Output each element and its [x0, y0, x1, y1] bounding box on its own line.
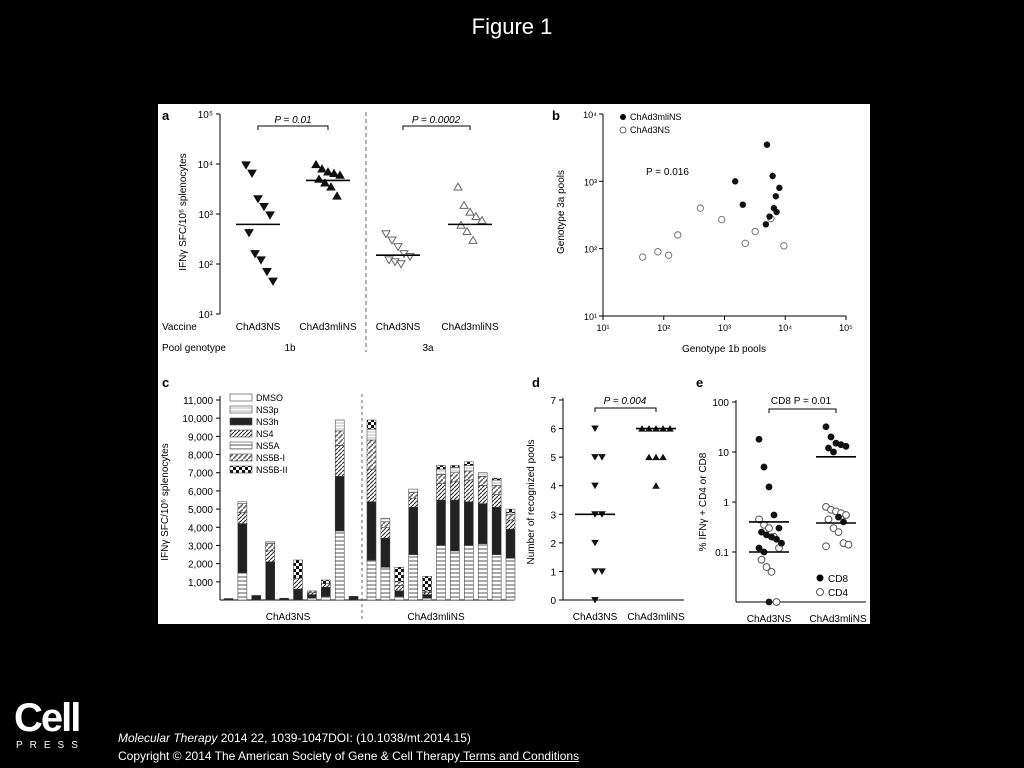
- panel-d-point: [652, 454, 660, 460]
- panel-b-y-axis-label: Genotype 3a pools: [556, 170, 567, 254]
- panel-a-group-label: ChAd3NS: [375, 322, 421, 333]
- panel-c-bar-segment: [423, 591, 432, 593]
- panel-a-group-label: ChAd3NS: [235, 322, 281, 333]
- panel-c-bar-segment: [335, 531, 344, 600]
- panel-c-bar-segment: [492, 485, 501, 494]
- panel-c-bar-segment: [437, 475, 446, 484]
- panel-b-y-tick-label: 10⁴: [583, 110, 597, 120]
- panel-d-tick-label: 0: [550, 596, 556, 607]
- panel-c-bar-segment: [409, 489, 418, 493]
- panel-e-cd8-point: [828, 434, 835, 441]
- panel-b-pvalue: P = 0.016: [646, 167, 689, 178]
- panel-c-tick-label: 1,000: [187, 577, 213, 589]
- panel-c-bar-segment: [423, 598, 432, 600]
- panel-c-y-ticks: [182, 396, 220, 589]
- panel-d-group-label: ChAd3NS: [572, 612, 618, 623]
- panel-c-bar-segment: [381, 567, 390, 600]
- panel-c-bar-segment: [478, 544, 487, 600]
- panel-d-tick-label: 4: [550, 481, 556, 493]
- panel-e-cd8-point: [761, 464, 768, 471]
- panel-c-bar-segment: [266, 544, 275, 551]
- panel-d-point: [652, 482, 660, 488]
- panel-b-open-point: [781, 243, 787, 249]
- panel-a-point: [266, 212, 274, 219]
- panel-d-point: [645, 454, 653, 460]
- panel-e-cd4-point: [758, 556, 765, 563]
- panel-e-cd4-point: [768, 568, 775, 575]
- panel-e-cd8-point: [840, 518, 847, 525]
- panel-e-group-label: ChAd3NS: [746, 614, 792, 624]
- panel-d-y-ticks: [550, 396, 563, 607]
- panel-d-point: [659, 454, 667, 460]
- panel-c-bar-segment: [395, 582, 404, 586]
- panel-a-point: [460, 202, 468, 209]
- panel-c-bar-segment: [381, 518, 390, 522]
- panel-a-row-label-vaccine: Vaccine: [162, 322, 197, 333]
- panel-b-open-point: [675, 232, 681, 238]
- panel-d-group-label: ChAd3mliNS: [627, 612, 685, 623]
- panel-c-bar-segment: [492, 478, 501, 480]
- panel-e-tick-label: 10: [717, 448, 729, 459]
- panel-c-bar-segment: [349, 596, 358, 600]
- panel-c-bar-segment: [307, 598, 316, 600]
- panel-b-points: [639, 141, 787, 260]
- panel-c-legend-swatch: [230, 442, 252, 449]
- panel-a-point: [245, 230, 253, 237]
- panel-c-legend-swatch: [230, 454, 252, 461]
- panel-a-point: [333, 192, 341, 199]
- panel-d-point: [598, 454, 606, 460]
- panel-c-bar-segment: [464, 545, 473, 600]
- panel-b-x-axis-label: Genotype 1b pools: [682, 344, 766, 355]
- panel-a-point: [254, 196, 262, 203]
- panel-e-cd4-point: [843, 512, 850, 519]
- panel-e-cd4-point: [825, 516, 832, 523]
- panel-c-bar-segment: [367, 440, 376, 469]
- panel-c-group-label: ChAd3NS: [265, 612, 311, 623]
- panel-a-tick-label: 10¹: [198, 310, 213, 321]
- panel-c-bar-segment: [450, 465, 459, 467]
- panel-c-bar-segment: [437, 484, 446, 500]
- panel-c-bar-segment: [335, 420, 344, 431]
- panel-c-bar-segment: [423, 576, 432, 591]
- panel-c-legend-label: NS3h: [256, 417, 279, 427]
- panel-c-bar-segment: [367, 560, 376, 600]
- panel-e: [696, 375, 867, 624]
- panel-a-point: [388, 237, 396, 244]
- panel-b-open-point: [665, 252, 671, 258]
- panel-c-bar-segment: [367, 469, 376, 502]
- panel-c-tick-label: 9,000: [187, 432, 213, 444]
- panel-c-bar-segment: [280, 598, 289, 600]
- panel-e-cd8-point: [766, 484, 773, 491]
- panel-a-point: [312, 161, 320, 168]
- panel-d-tick-label: 1: [550, 567, 556, 579]
- panel-c-bar-segment: [450, 467, 459, 472]
- panel-d-point: [591, 540, 599, 546]
- panel-c-bar-segment: [294, 560, 303, 578]
- panel-a-point: [394, 244, 402, 251]
- panel-c-tick-label: 6,000: [187, 486, 213, 498]
- panel-b-x-tick-label: 10¹: [596, 323, 610, 333]
- panel-c-bar-segment: [381, 522, 390, 527]
- panel-e-cd8-point: [766, 599, 773, 606]
- panel-a-point: [466, 208, 474, 215]
- panel-c-legend-label: NS5B-I: [256, 453, 286, 463]
- panel-b-x-tick-label: 10⁴: [778, 323, 793, 333]
- panel-c-legend: [230, 393, 288, 475]
- panel-b-open-point: [719, 216, 725, 222]
- panel-c-bar-segment: [321, 596, 330, 600]
- panel-c-bar-segment: [367, 502, 376, 560]
- panel-c-bar-segment: [266, 562, 275, 600]
- panel-c-bar-segment: [450, 482, 459, 500]
- panel-a-y-axis-label: IFNγ SFC/10⁶ splenocytes: [178, 153, 189, 271]
- panel-c-tick-label: 4,000: [187, 523, 213, 535]
- journal-name: Molecular Therapy: [118, 731, 218, 745]
- panel-e-letter: e: [696, 375, 704, 390]
- panel-c-legend-swatch: [230, 406, 252, 413]
- panel-c-bar-segment: [464, 480, 473, 502]
- panel-c-bar-segment: [409, 498, 418, 507]
- panel-b-x-tick-label: 10²: [657, 323, 671, 333]
- panel-a-tick-label: 10⁵: [197, 110, 213, 121]
- panel-a-point: [242, 162, 250, 169]
- panel-c-bar-segment: [266, 551, 275, 562]
- panel-c-y-axis-label: IFNγ SFC/10⁶ splenocytes: [160, 443, 171, 561]
- panel-b-open-point: [697, 205, 703, 211]
- panel-c-tick-label: 10,000: [182, 414, 213, 426]
- panel-b-x-tick-label: 10³: [717, 323, 732, 333]
- panel-c-bar-segment: [464, 502, 473, 546]
- panel-a-point: [315, 175, 323, 182]
- panel-e-cd4-point: [845, 541, 852, 548]
- panel-a-point: [469, 237, 477, 244]
- panel-c-bar-segment: [464, 471, 473, 480]
- panel-b-y-tick-label: 10³: [583, 177, 597, 188]
- panel-c-bar-segment: [437, 500, 446, 545]
- citation-details: 2014 22, 1039-1047DOI: (10.1038/mt.2014.15): [217, 731, 471, 745]
- panel-c-bar-segment: [395, 567, 404, 582]
- panel-c: [160, 375, 515, 623]
- panel-a-points: [236, 161, 492, 285]
- panel-a-point: [257, 257, 265, 264]
- panel-a-tick-label: 10³: [198, 210, 213, 221]
- panel-c-bar-segment: [395, 585, 404, 590]
- panel-d-point: [591, 483, 599, 489]
- panel-e-group-label: ChAd3mliNS: [809, 614, 867, 624]
- panel-c-bar-segment: [464, 462, 473, 466]
- copyright: [118, 749, 579, 763]
- panel-a-point: [397, 261, 405, 268]
- panel-c-bar-segment: [335, 476, 344, 531]
- panel-c-bar-segment: [409, 493, 418, 498]
- panel-e-cd4-point: [773, 599, 780, 606]
- panel-c-legend-label: NS3p: [256, 405, 279, 415]
- panel-d-points: [575, 425, 676, 603]
- panel-c-bar-segment: [506, 515, 515, 520]
- panel-a-row-label-genotype: Pool genotype: [162, 343, 226, 354]
- panel-c-tick-label: 5,000: [187, 505, 213, 517]
- panel-e-cd8-point: [835, 514, 842, 521]
- panel-c-bar-segment: [238, 502, 247, 504]
- panel-b-y-tick-label: 10¹: [583, 312, 597, 322]
- panel-d-point: [598, 568, 606, 574]
- panel-a-letter: a: [162, 108, 170, 123]
- panel-c-bar-segment: [423, 595, 432, 599]
- panel-d-tick-label: 7: [550, 396, 556, 407]
- panel-d-tick-label: 6: [550, 424, 556, 436]
- panel-c-bar-segment: [437, 465, 446, 469]
- panel-e-cd8-point: [778, 540, 785, 547]
- panel-c-bar-segment: [381, 538, 390, 567]
- panel-a-pvalue-3a: P = 0.0002: [411, 115, 461, 126]
- panel-e-legend-cd8-marker: [817, 575, 824, 582]
- panel-b-filled-point: [763, 221, 769, 227]
- panel-a-tick-label: 10²: [198, 260, 213, 271]
- panel-e-cd8-point: [823, 423, 830, 430]
- panel-b-filled-point: [732, 178, 738, 184]
- panel-a: [162, 108, 499, 354]
- panel-c-bar-segment: [307, 591, 316, 593]
- cell-press-logo: [14, 696, 86, 754]
- panel-b: [552, 108, 853, 355]
- panel-d-tick-label: 5: [550, 453, 556, 465]
- panel-c-bar-segment: [492, 507, 501, 554]
- panel-c-tick-label: 8,000: [187, 450, 213, 462]
- panel-b-legend-open: ChAd3NS: [630, 125, 671, 135]
- panel-c-bar-segment: [381, 527, 390, 538]
- panel-c-legend-label: NS5A: [256, 441, 280, 451]
- panel-e-pvalue: CD8 P = 0.01: [770, 396, 832, 407]
- panel-c-bar-segment: [492, 480, 501, 485]
- panel-e-cd8-point: [776, 525, 783, 532]
- figure-svg: [158, 104, 870, 624]
- panel-c-bar-segment: [294, 578, 303, 589]
- panel-c-bar-segment: [506, 520, 515, 529]
- panel-c-legend-swatch: [230, 394, 252, 401]
- panel-d-tick-label: 2: [550, 538, 556, 550]
- panel-c-bar-segment: [266, 542, 275, 544]
- panel-c-legend-label: NS4: [256, 429, 274, 439]
- panel-c-bar-segment: [478, 473, 487, 477]
- slide-title: Figure 1: [471, 14, 553, 39]
- panel-c-bar-segment: [395, 591, 404, 596]
- panel-a-pvalue-1b: P = 0.01: [274, 115, 312, 126]
- panel-b-filled-point: [740, 201, 746, 207]
- panel-c-bar-segment: [252, 595, 261, 600]
- panel-e-y-ticks: [712, 398, 736, 559]
- panel-c-tick-label: 3,000: [187, 541, 213, 553]
- citation: [118, 731, 471, 745]
- panel-a-group-label: ChAd3mliNS: [441, 322, 499, 333]
- panel-c-bar-segment: [238, 524, 247, 573]
- panel-c-bar-segment: [450, 473, 459, 482]
- panel-d-point: [591, 568, 599, 574]
- panel-c-bar-segment: [423, 593, 432, 595]
- panel-c-bar-segment: [367, 420, 376, 429]
- panel-c-bar-segment: [409, 507, 418, 554]
- panel-b-filled-point: [776, 185, 782, 191]
- panel-d-point: [591, 426, 599, 432]
- panel-b-open-point: [655, 249, 661, 255]
- panel-c-bar-segment: [437, 469, 446, 474]
- panel-b-filled-point: [766, 213, 772, 219]
- panel-a-point: [269, 278, 277, 285]
- panel-e-legend-cd8: CD8: [828, 574, 849, 585]
- panel-d-point: [591, 454, 599, 460]
- panel-c-bar-segment: [506, 509, 515, 513]
- panel-c-bar-segment: [437, 545, 446, 600]
- panel-c-bar-segment: [395, 596, 404, 600]
- terms-link[interactable]: Terms and Conditions: [459, 749, 580, 763]
- panel-b-x-tick-label: 10⁵: [839, 323, 853, 333]
- panel-c-bar-segment: [335, 431, 344, 446]
- panel-c-bar-segment: [506, 513, 515, 515]
- panel-d: [526, 375, 685, 623]
- panel-a-p-brackets: [258, 126, 470, 130]
- panel-c-bar-segment: [450, 500, 459, 551]
- panel-c-legend-swatch: [230, 466, 252, 473]
- panel-c-bar-segment: [478, 485, 487, 503]
- panel-c-bar-segment: [238, 513, 247, 524]
- panel-e-cd4-point: [823, 543, 830, 550]
- panel-c-bar-segment: [367, 429, 376, 440]
- panel-c-bar-segment: [321, 580, 330, 584]
- panel-c-bar-segment: [506, 558, 515, 600]
- panel-a-tick-label: 10⁴: [197, 160, 213, 171]
- panel-b-filled-point: [769, 173, 775, 179]
- panel-b-open-point: [742, 240, 748, 246]
- panel-c-legend-swatch: [230, 430, 252, 437]
- panel-c-bar-segment: [238, 573, 247, 600]
- panel-e-cd8-point: [771, 512, 778, 519]
- panel-c-bar-segment: [335, 445, 344, 476]
- panel-e-legend-cd4-marker: [817, 589, 824, 596]
- panel-b-open-point: [752, 228, 758, 234]
- panel-e-legend-cd4: CD4: [828, 588, 849, 599]
- panel-c-bar-segment: [307, 595, 316, 599]
- panel-b-ticks: [583, 110, 853, 333]
- panel-c-bar-segment: [224, 599, 233, 600]
- panel-a-point: [248, 170, 256, 177]
- panel-c-bar-segment: [409, 555, 418, 600]
- panel-c-bar-segment: [478, 504, 487, 544]
- panel-b-legend-filled-marker: [620, 114, 626, 120]
- panel-e-tick-label: 100: [712, 398, 729, 409]
- panel-c-bar-segment: [307, 593, 316, 595]
- panel-e-cd8-point: [843, 443, 850, 450]
- panel-b-legend-filled: ChAd3mliNS: [630, 112, 682, 122]
- panel-e-cd8-point: [830, 449, 837, 456]
- panel-e-p-bracket: [769, 409, 836, 413]
- panel-e-y-axis-label: % IFNγ + CD4 or CD8: [698, 452, 709, 552]
- panel-c-tick-label: 11,000: [183, 396, 213, 407]
- panel-c-bar-segment: [492, 555, 501, 600]
- panel-c-bar-segment: [464, 465, 473, 470]
- panel-c-bar-segment: [321, 587, 330, 596]
- panel-c-bar-segment: [492, 495, 501, 508]
- panel-d-p-bracket: [595, 408, 656, 412]
- panel-c-bar-segment: [450, 551, 459, 600]
- logo-word: Cell: [14, 696, 80, 740]
- panel-b-filled-point: [773, 209, 779, 215]
- panel-c-bar-segment: [321, 584, 330, 588]
- panel-e-tick-label: 1: [723, 498, 729, 509]
- panel-b-y-tick-label: 10²: [583, 244, 597, 255]
- copyright-text: Copyright © 2014 The American Society of Gene & Cell Therapy: [118, 749, 460, 763]
- panel-b-legend-open-marker: [620, 127, 626, 133]
- panel-b-letter: b: [552, 108, 560, 123]
- figure-image: [158, 104, 870, 624]
- logo-press: PRESS: [16, 740, 85, 751]
- panel-d-y-axis-label: Number of recognized pools: [526, 439, 537, 565]
- panel-b-open-point: [639, 254, 645, 260]
- panel-c-legend-label: NS5B-II: [256, 465, 288, 475]
- panel-a-y-ticks: [198, 110, 220, 321]
- panel-c-bar-segment: [294, 589, 303, 600]
- panel-e-tick-label: 0.1: [715, 548, 729, 559]
- panel-d-pvalue: P = 0.004: [603, 396, 647, 407]
- panel-c-tick-label: 2,000: [187, 559, 213, 571]
- panel-b-filled-point: [764, 141, 770, 147]
- panel-a-point: [454, 183, 462, 190]
- panel-d-tick-label: 3: [550, 510, 556, 522]
- panel-a-point: [263, 269, 271, 276]
- panel-c-letter: c: [162, 375, 170, 390]
- panel-c-bar-segment: [478, 476, 487, 485]
- panel-a-genotype-label: 3a: [422, 343, 434, 354]
- panel-a-genotype-label: 1b: [284, 343, 296, 354]
- panel-c-group-label: ChAd3mliNS: [407, 612, 465, 623]
- panel-a-point: [260, 203, 268, 210]
- panel-c-legend-swatch: [230, 418, 252, 425]
- panel-e-cd4-point: [766, 525, 773, 532]
- panel-c-bar-segment: [506, 529, 515, 558]
- panel-e-cd8-point: [756, 436, 763, 443]
- panel-c-tick-label: 7,000: [187, 468, 213, 480]
- panel-d-letter: d: [532, 375, 540, 390]
- panel-e-cd4-point: [835, 529, 842, 536]
- panel-b-filled-point: [773, 193, 779, 199]
- panel-c-bar-segment: [238, 504, 247, 513]
- panel-c-legend-label: DMSO: [256, 393, 283, 403]
- panel-a-group-label: ChAd3mliNS: [299, 322, 357, 333]
